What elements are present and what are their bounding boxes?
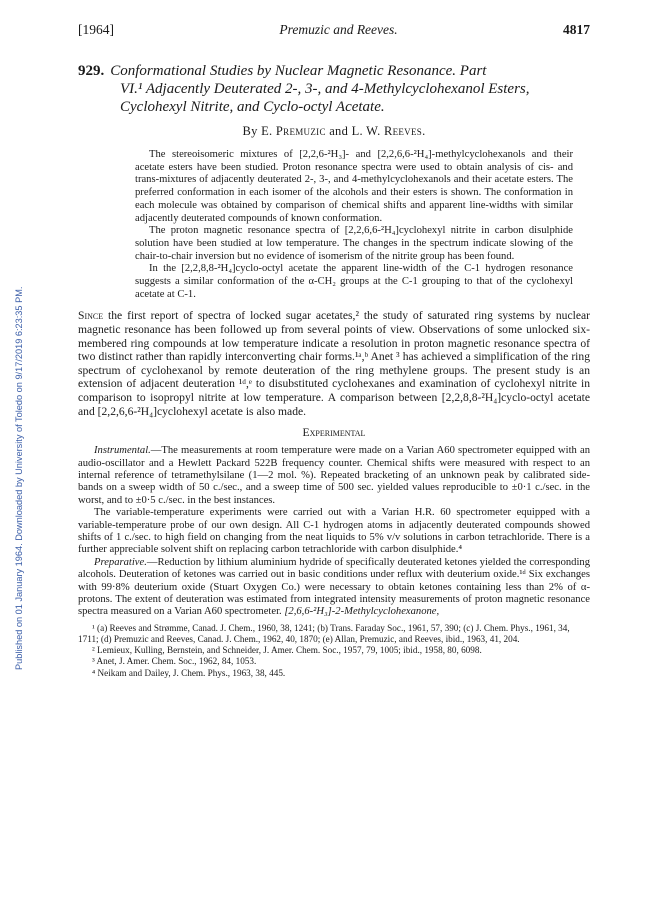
abstract-paragraph-3: In the [2,2,8,8-²H₄]cyclo-octyl acetate the apparent line-width of the C-1 hydrogen resonance suggests a similar conformation of the α-CH₂ groups at the C-1 grouping to that of the cyclohexyl acetate at C-1. [135,263,573,300]
running-header [78,22,590,46]
author-reeves: Reeves. [383,124,426,138]
variable-temperature-paragraph: The variable-temperature experiments were carried out with a Varian H.R. 60 spectrometer equipped with a variable-temperature probe of our own design. All C-1 hydrogen atoms in adjacently deuterated compounds showed shifts of 1 c./sec. to high field on changing from the neat liquids to 5% v/v solutions in carbon tetrachloride. There is a further appreciable solvent shift on replacing carbon tetrachloride with carbon disulphide.⁴ [78,507,590,556]
footnote-2: ² Lemieux, Kulling, Bernstein, and Schneider, J. Amer. Chem. Soc., 1957, 79, 1005; ibid., 1958, 80, 6098. [92,645,482,656]
abstract-paragraph-1: The stereoisomeric mixtures of [2,2,6-²H₃]- and [2,2,6,6-²H₄]-methylcyclohexanols and their acetate esters have been studied. Proton resonance spectra were used to obtain analysis of cis- and trans-mixtures of adjacently deuterated 2-, 3-, and 4-methylcyclohexanols and their acetate esters. The preferred conformation in each isomer of the alcohols and their esters is shown. The conformation in each molecule was obtained by comparison of chemical shifts and apparent line-widths with similar adjacently deuterated compounds of known conformation. [135,149,573,224]
introduction [78,309,590,418]
journal-page [78,22,590,679]
header-authors: Premuzic and Reeves. [279,22,398,37]
download-watermark [2,150,24,670]
intro-text: the first report of spectra of locked sugar acetates,² the study of saturated ring systems by nuclear magnetic resonance has been followed up from several points of view. Observations of some unlocked six-membered ring compounds at low temperature indicate a resolution in proton magnetic resonance spectra of two distinct rather than rapidly interconverting chair forms.¹ᵃ,ᵇ Anet ³ has achieved a simplification of the ring spectrum of cyclohexanol by remote deuteration of the ring methylene groups. The present study is an extension of adjacent deuteration ¹ᵈ,ᵉ to disubstituted cyclohexanes and examination of cyclohexyl nitrite in comparison to isopropyl nitrite at low temperature. A comparison between [2,2,8,8-²H₄]cyclo-octyl acetate and [2,2,6,6-²H₄]cyclohexyl acetate is also made. [78,309,590,418]
author-premuzic: Premuzic [275,124,326,138]
title-line-1: Conformational Studies by Nuclear Magnetic Resonance. Part [110,63,487,79]
footnotes [78,623,590,679]
preparative-tail: [2,6,6-²H₃]-2-Methylcyclohexanone, [284,606,440,618]
preparative-text: —Reduction by lithium aluminium hydride of specifically deuterated ketones yielded the corresponding alcohols. Deuteration of ketones was carried out in basic conditions under reflux with deuterium oxide.¹ᵈ Six exchanges with 99·8% deuterium oxide (Stuart Oxygen Co.) were necessary to obtain ketones containing less than 2% of α-protons. The extent of deuteration was estimated from integrated intensity measurements of proton magnetic resonance spectra measured on a Varian A60 spectrometer. [78,556,590,618]
download-watermark-text: Published on 01 January 1964. Downloaded by University of Toledo on 9/17/2019 6:23:35 PM. [14,286,24,670]
byline-and: and L. W. [329,124,381,138]
experimental-section [78,445,590,619]
footnote-3: ³ Anet, J. Amer. Chem. Soc., 1962, 84, 1053. [92,656,257,667]
intro-paragraph [78,309,590,418]
preparative-paragraph [78,557,590,619]
instrumental-text: —The measurements at room temperature were made on a Varian A60 spectrometer equipped with an audio-oscillator and a Hewlett Packard 522B frequency counter. Chemical shifts were measured with respect to an internal reference of tetramethylsilane (1—2 mol. %). Repeated bracketing of an unknown peak by calibrated side-bands on a sweep width of 50 c./sec., and a sweep time of 500 sec. yielded values reproducible to ±0·1 c./sec. in the worst, and to ±0·5 c./sec. in the best instances. [78,445,590,506]
intro-lead-word: Since [78,309,104,323]
preparative-label: Preparative. [94,556,147,568]
footnote-1: ¹ (a) Reeves and Strømme, Canad. J. Chem., 1960, 38, 1241; (b) Trans. Faraday Soc., 1961, 57, 390; (c) J. Chem. Phys., 1961, 34, 1711; (d) Premuzic and Reeves, Canad. J. Chem., 1962, 40, 1870; (e) Allan, Premuzic, and Reeves, ibid., 1963, 41, 204. [78,622,570,645]
footnote-4: ⁴ Neikam and Dailey, J. Chem. Phys., 1963, 38, 445. [92,667,286,678]
byline [78,124,590,139]
instrumental-label: Instrumental. [94,445,151,457]
header-page-number: 4817 [563,22,590,37]
abstract [135,149,573,301]
article-title [78,62,590,116]
section-heading-experimental: Experimental [302,426,366,440]
abstract-paragraph-2: The proton magnetic resonance spectra of [2,2,6,6-²H₄]cyclohexyl nitrite in carbon disulphide solution have been studied at low temperature. The changes in the spectrum indicate slowing of the chair-to-chair inversion but no evidence of isomerism of the nitrite group has been found. [135,225,573,262]
byline-by: By E. [242,124,273,138]
instrumental-paragraph [78,445,590,507]
article-number: 929. [78,63,105,79]
title-line-3: Cyclohexyl Nitrite, and Cyclo-octyl Acetate. [120,99,385,115]
header-year: [1964] [78,22,114,37]
title-line-2: VI.¹ Adjacently Deuterated 2-, 3-, and 4-Methylcyclohexanol Esters, [120,81,530,97]
